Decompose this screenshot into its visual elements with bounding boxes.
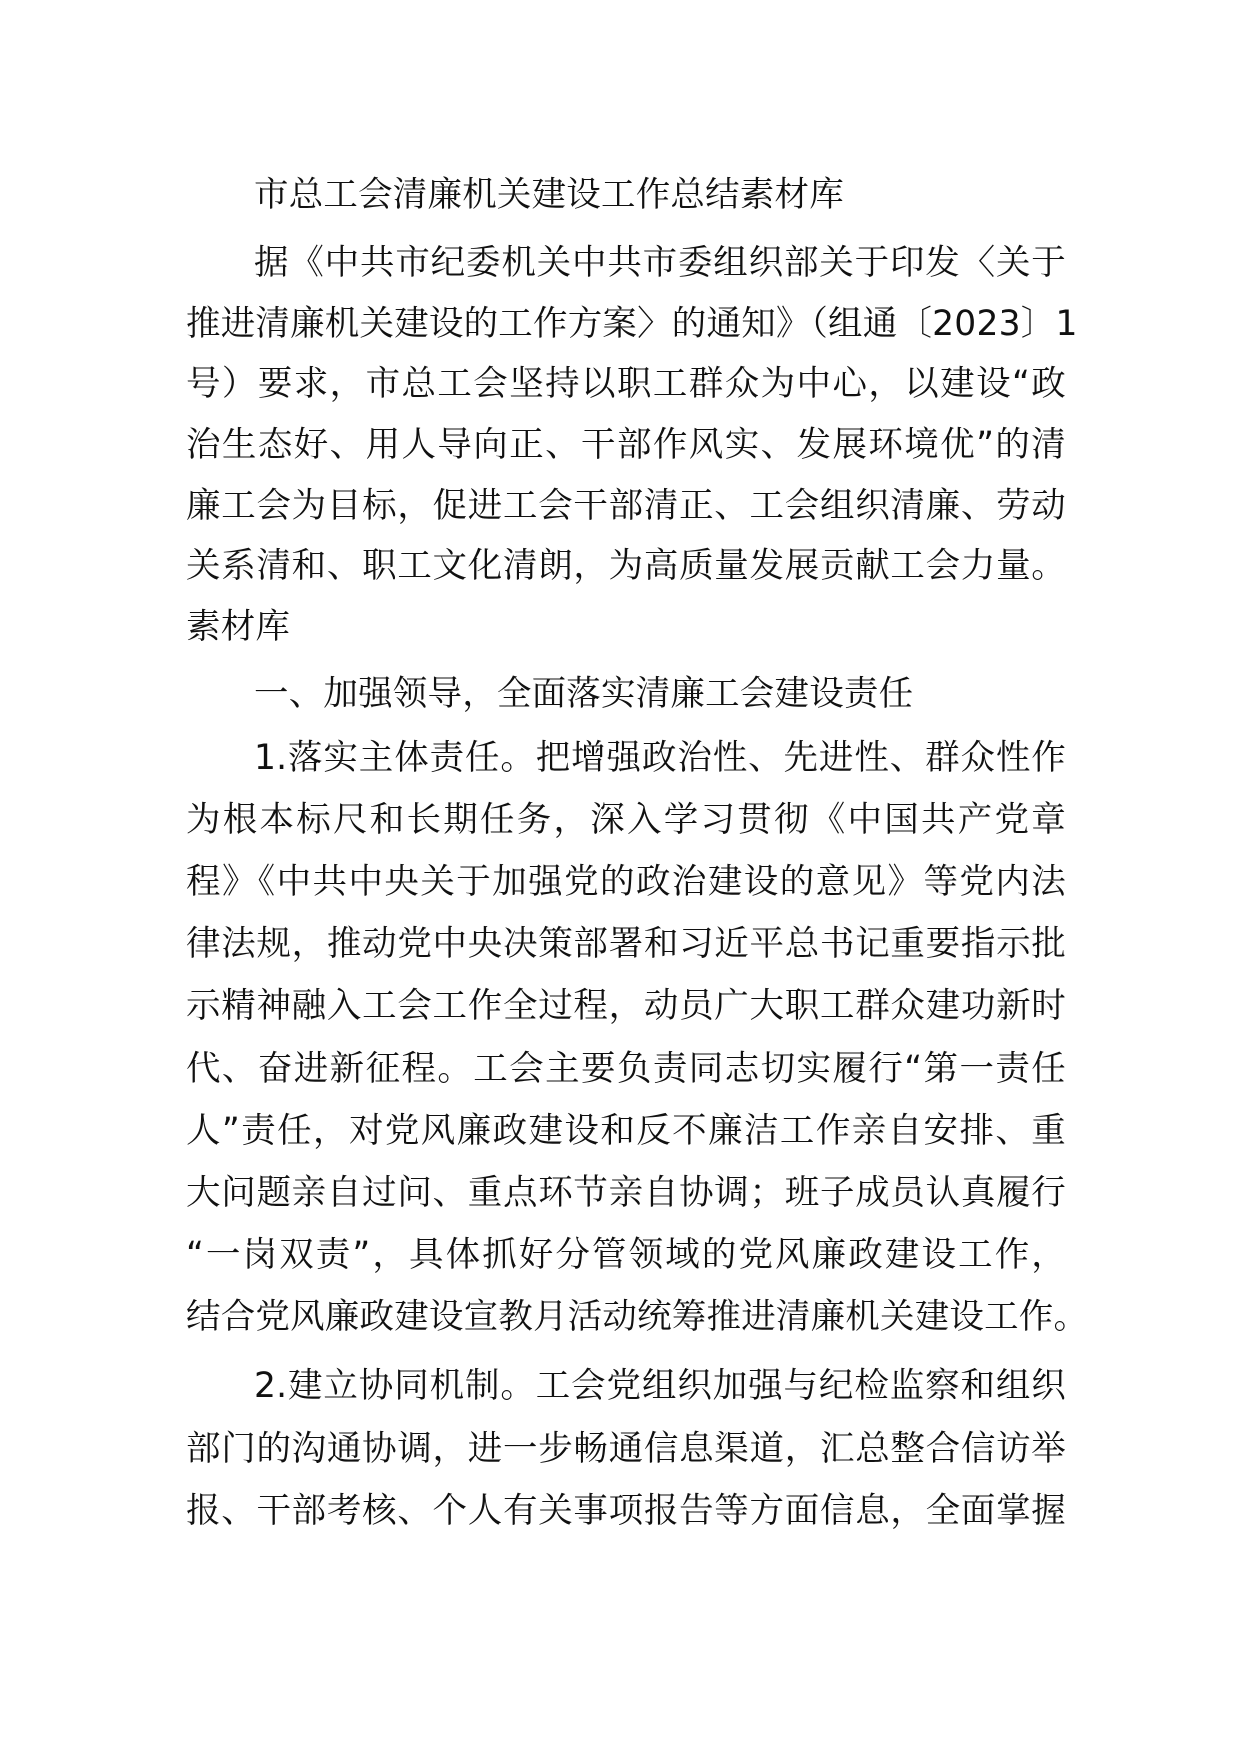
intro-line: 素材库 bbox=[186, 607, 291, 647]
paragraph-line: 人”责任，对党风廉政建设和反不廉洁工作亲自安排、重 bbox=[186, 1111, 1066, 1151]
intro-line: 治生态好、用人导向正、干部作风实、发展环境优”的清 bbox=[186, 425, 1066, 465]
intro-line: 廉工会为目标，促进工会干部清正、工会组织清廉、劳动 bbox=[186, 486, 1066, 526]
paragraph-line: 代、奋进新征程。工会主要负责同志切实履行“第一责任 bbox=[186, 1049, 1066, 1089]
paragraph-line: 2.建立协同机制。工会党组织加强与纪检监察和组织 bbox=[254, 1366, 1066, 1406]
section-heading: 一、加强领导，全面落实清廉工会建设责任 bbox=[254, 674, 914, 714]
paragraph-line: 报、干部考核、个人有关事项报告等方面信息，全面掌握 bbox=[186, 1491, 1066, 1531]
paragraph-line: 结合党风廉政建设宣教月活动统筹推进清廉机关建设工作。 bbox=[186, 1297, 1089, 1337]
paragraph-line: 为根本标尺和长期任务，深入学习贯彻《中国共产党章 bbox=[186, 800, 1066, 840]
paragraph-line: 示精神融入工会工作全过程，动员广大职工群众建功新时 bbox=[186, 986, 1066, 1026]
paragraph-line: 律法规，推动党中央决策部署和习近平总书记重要指示批 bbox=[186, 924, 1066, 964]
intro-line: 关系清和、职工文化清朗，为高质量发展贡献工会力量。 bbox=[186, 546, 1066, 586]
intro-line: 据《中共市纪委机关中共市委组织部关于印发〈关于 bbox=[254, 243, 1066, 283]
intro-line: 号）要求，市总工会坚持以职工群众为中心，以建设“政 bbox=[186, 364, 1066, 404]
paragraph-line: 大问题亲自过问、重点环节亲自协调；班子成员认真履行 bbox=[186, 1173, 1066, 1213]
paragraph-line: 1.落实主体责任。把增强政治性、先进性、群众性作 bbox=[254, 738, 1066, 778]
paragraph-line: 程》《中共中央关于加强党的政治建设的意见》等党内法 bbox=[186, 862, 1066, 902]
paragraph-line: 部门的沟通协调，进一步畅通信息渠道，汇总整合信访举 bbox=[186, 1429, 1066, 1469]
paragraph-line: “一岗双责”，具体抓好分管领域的党风廉政建设工作， bbox=[186, 1235, 1066, 1275]
document-title: 市总工会清廉机关建设工作总结素材库 bbox=[254, 175, 844, 215]
intro-line: 推进清廉机关建设的工作方案〉的通知》（组通〔2023〕1 bbox=[186, 304, 1078, 344]
